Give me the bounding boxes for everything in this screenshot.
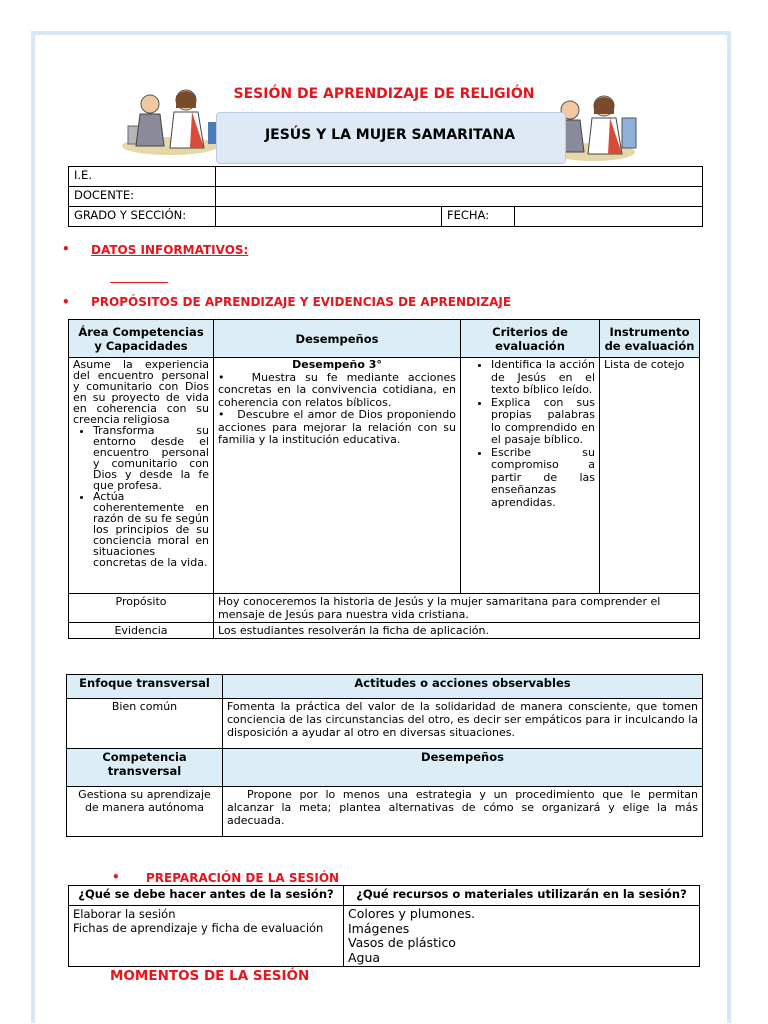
header-recursos: ¿Qué recursos o materiales utilizarán en la sesión? [344, 886, 700, 906]
competencia-intro: Asume la experiencia del encuentro personal y comunitario con Dios en su proyecto de vida en coherencia con su creencia religiosa [73, 358, 209, 426]
header-enfoque: Enfoque transversal [67, 675, 223, 699]
antes-item: Elaborar la sesión [73, 907, 176, 921]
competencia-transversal: Gestiona su aprendizaje de manera autónoma [67, 787, 223, 837]
desempenos-cell [214, 358, 461, 594]
criterios-cell [461, 358, 600, 594]
header-desempenos-transversal: Desempeños [223, 749, 703, 787]
fecha-value[interactable] [515, 207, 703, 227]
header-criterios: Criterios de evaluación [461, 320, 600, 358]
section-datos: DATOS INFORMATIVOS: [91, 243, 249, 257]
header-antes: ¿Qué se debe hacer antes de la sesión? [69, 886, 344, 906]
info-table [68, 166, 703, 227]
criterio-item: • Identifica la acción de Jesús en el texto bíblico leído. [491, 359, 595, 397]
section-preparacion: PREPARACIÓN DE LA SESIÓN [146, 871, 340, 885]
header-desempenos: Desempeños [214, 320, 461, 358]
enfoque-table [66, 674, 703, 837]
proposito-label: Propósito [69, 594, 214, 623]
antes-item: Fichas de aprendizaje y ficha de evaluación [73, 921, 324, 935]
propositos-table [68, 319, 700, 639]
recurso-item: Imágenes [348, 920, 410, 936]
recurso-item: Vasos de plástico [348, 935, 456, 950]
preparacion-table [68, 885, 700, 967]
capacidad-item: • Actúa coherentemente en razón de su fe según los principios de su conciencia moral en situaciones concretas de la vida. [93, 491, 209, 568]
underline-divider [110, 282, 168, 283]
desempeno-transversal: Propone por lo menos una estrategia y un procedimiento que le permitan alcanzar la meta; plantea alternativas de cómo se organizará y elige la más adecuada. [223, 787, 703, 837]
proposito-text: Hoy conoceremos la historia de Jesús y la mujer samaritana para comprender el mensaje de Jesús para nuestra vida cristiana. [214, 594, 700, 623]
ie-label: I.E. [69, 167, 216, 187]
session-subtitle: JESÚS Y LA MUJER SAMARITANA [264, 127, 516, 143]
desempeno-item: • Muestra su fe mediante acciones concretas en la convivencia cotidiana, en coherencia con relatos bíblicos. [218, 370, 457, 409]
enfoque-value: Bien común [67, 699, 223, 749]
grado-value[interactable] [216, 207, 442, 227]
fecha-label: FECHA: [442, 207, 515, 227]
grado-label: GRADO Y SECCIÓN: [69, 207, 216, 227]
page-title: SESIÓN DE APRENDIZAJE DE RELIGIÓN [233, 86, 535, 102]
recurso-item: Colores y plumones. [348, 906, 476, 921]
desempeno-item: • Descubre el amor de Dios proponiendo acciones para mejorar la relación con su familia y la institución educativa. [218, 408, 456, 446]
docente-label: DOCENTE: [69, 187, 216, 207]
bullet-icon: • [62, 295, 70, 309]
recurso-item: Agua [348, 949, 381, 965]
header-actitudes: Actitudes o acciones observables [223, 675, 703, 699]
instrumento-cell: Lista de cotejo [600, 358, 700, 594]
bullet-icon: • [62, 242, 70, 256]
header-competencia-transversal: Competencia transversal [67, 749, 223, 787]
recursos-cell [344, 906, 700, 967]
section-propositos: PROPÓSITOS DE APRENDIZAJE Y EVIDENCIAS DE APRENDIZAJE [91, 295, 512, 309]
ie-value[interactable] [216, 167, 703, 187]
header-area: Área Competencias y Capacidades [69, 320, 214, 358]
section-momentos: MOMENTOS DE LA SESIÓN [110, 968, 310, 984]
evidencia-label: Evidencia [69, 623, 214, 639]
evidencia-text: Los estudiantes resolverán la ficha de aplicación. [214, 623, 700, 639]
docente-value[interactable] [216, 187, 703, 207]
actitudes-text: Fomenta la práctica del valor de la solidaridad de manera consciente, que tomen conciencia de las circunstancias del otro, es decir ser empáticos para ir inculcando la disposición a ayudar al otro en diversas situaciones. [223, 699, 703, 749]
antes-cell [69, 906, 344, 967]
desempeno-title: Desempeño 3° [292, 358, 382, 371]
criterio-item: • Explica con sus propias palabras lo comprendido en el pasaje bíblico. [491, 397, 595, 447]
bullet-icon: • [112, 870, 120, 884]
competencia-cell [69, 358, 214, 594]
header-instrumento: Instrumento de evaluación [600, 320, 700, 358]
criterio-item: • Escribe su compromiso a partir de las enseñanzas aprendidas. [491, 447, 595, 510]
capacidad-item: • Transforma su entorno desde el encuentro personal y comunitario con Dios y desde la fe que profesa. [93, 425, 209, 491]
